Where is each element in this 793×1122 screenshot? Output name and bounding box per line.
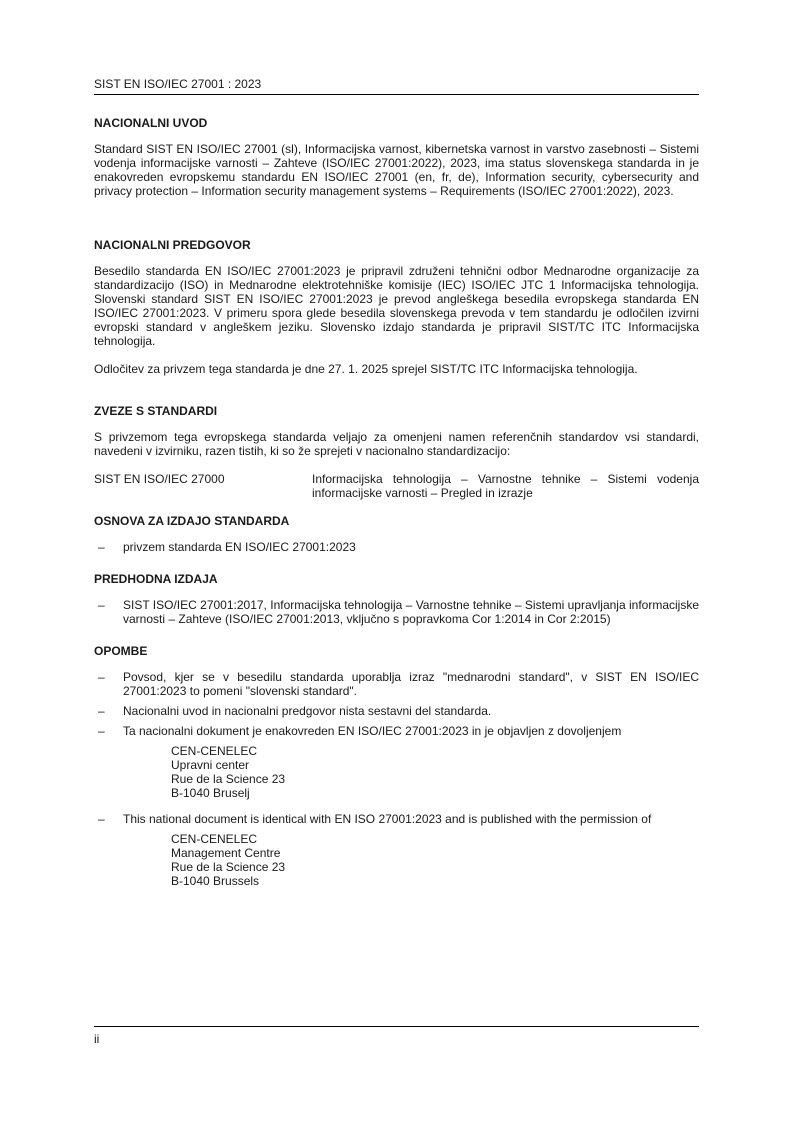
list-item: – SIST ISO/IEC 27001:2017, Informacijska tehnologija – Varnostne tehnike – Sistemi upravljanja informacijske varnosti – Zahteve (ISO/IEC 27001:2013, vključno s popravkoma Cor 1:2014 in Cor 2:2015): [98, 598, 699, 626]
section-heading-zveze: ZVEZE S STANDARDI: [94, 404, 218, 418]
dash-marker: –: [98, 812, 105, 826]
header-title: SIST EN ISO/IEC 27001 : 2023: [94, 77, 262, 91]
dash-marker: –: [98, 704, 105, 718]
dash-marker: –: [98, 670, 105, 684]
page-number: ii: [94, 1032, 100, 1046]
list-item: – This national document is identical with EN ISO 27001:2023 and is published with the permission of CEN-CENELEC Management Centre Rue de la Science 23 B-1040 Brussels: [94, 812, 699, 888]
section-nacionalni-uvod: [94, 116, 699, 198]
list-item: – Povsod, kjer se v besedilu standarda uporablja izraz "mednarodni standard", v SIST EN ISO/IEC 27001:2023 to pomeni "slovenski standard".: [98, 670, 699, 698]
header-divider: [94, 94, 699, 95]
predgovor-paragraph-2: Odločitev za privzem tega standarda je dne 27. 1. 2025 sprejel SIST/TC ITC Informacijska tehnologija.: [94, 362, 638, 376]
section-osnova: [94, 514, 699, 554]
address-block-en: CEN-CENELEC Management Centre Rue de la Science 23 B-1040 Brussels: [171, 832, 286, 888]
section-nacionalni-predgovor: [94, 238, 699, 376]
list-item: – Ta nacionalni dokument je enakovreden EN ISO/IEC 27001:2023 in je objavljen z dovoljenjem CEN-CENELEC Upravni center Rue de la Science 23 B-1040 Bruselj: [94, 724, 699, 800]
list-item: – Nacionalni uvod in nacionalni predgovor nista sestavni del standarda.: [98, 704, 492, 718]
document-page: [94, 0, 699, 1122]
section-heading-osnova: OSNOVA ZA IZDAJO STANDARDA: [94, 514, 290, 528]
zveze-paragraph: S privzemom tega evropskega standarda veljajo za omenjeni namen referenčnih standardov vsi standardi, navedeni v izvirniku, razen tistih, ki so že sprejeti v nacionalno standardizacijo:: [94, 430, 699, 458]
reference-title: Informacijska tehnologija – Varnostne tehnike – Sistemi vodenja informacijske varnosti – Pregled in izrazje: [312, 472, 699, 500]
page-content: [94, 116, 699, 894]
section-predhodna-izdaja: [94, 572, 699, 626]
section-heading-predgovor: NACIONALNI PREDGOVOR: [94, 238, 251, 252]
section-heading-uvod: NACIONALNI UVOD: [94, 116, 208, 130]
dash-marker: –: [98, 724, 105, 738]
section-heading-predhodna: PREDHODNA IZDAJA: [94, 572, 218, 586]
dash-marker: –: [98, 540, 105, 554]
reference-code: SIST EN ISO/IEC 27000: [94, 472, 225, 486]
address-block-sl: CEN-CENELEC Upravni center Rue de la Science 23 B-1040 Bruselj: [171, 744, 286, 800]
section-zveze-s-standardi: [94, 404, 699, 500]
section-heading-opombe: OPOMBE: [94, 644, 148, 658]
list-item: – privzem standarda EN ISO/IEC 27001:2023: [98, 540, 356, 554]
predgovor-paragraph-1: Besedilo standarda EN ISO/IEC 27001:2023 je pripravil združeni tehnični odbor Mednarodne organizacije za standardizacijo (ISO) in Mednarodne elektrotehniške komisije (IEC) ISO/IEC JTC 1 Informacijska tehnologija. Slovenski standard SIST EN ISO/IEC 27001:2023 je prevod angleškega besedila evropskega standarda EN ISO/IEC 27001:2023. V primeru spora glede besedila slovenskega prevoda v tem standardu je odločilen izvirni evropski standard v angleškem jeziku. Slovensko izdajo standarda je pripravil SIST/TC ITC Informacijska tehnologija.: [94, 264, 699, 348]
footer-divider: [94, 1026, 699, 1027]
reference-row: [94, 472, 699, 500]
dash-marker: –: [98, 598, 105, 612]
uvod-paragraph: Standard SIST EN ISO/IEC 27001 (sl), Informacijska varnost, kibernetska varnost in varstvo zasebnosti – Sistemi vodenja informacijske varnosti – Zahteve (ISO/IEC 27001:2022), 2023, ima status slovenskega standarda in je enakovreden evropskemu standardu EN ISO/IEC 27001 (en, fr, de), Information security, cybersecurity and privacy protection – Information security management systems – Requirements (ISO/IEC 27001:2022), 2023.: [94, 142, 699, 198]
section-opombe: [94, 644, 699, 888]
